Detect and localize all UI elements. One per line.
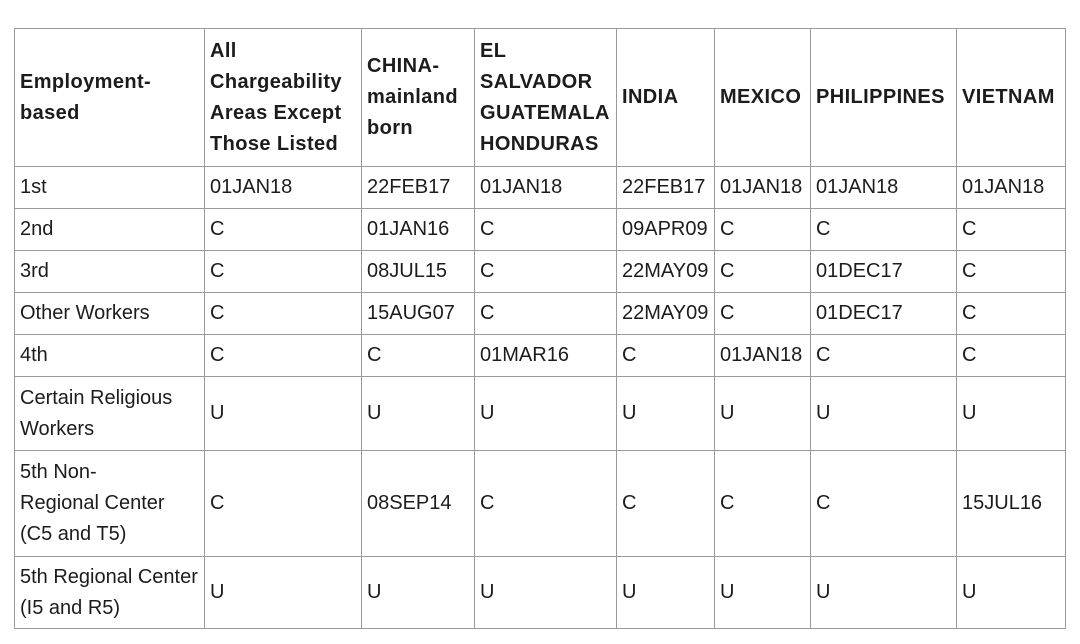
table-cell: 01JAN18 xyxy=(205,167,362,209)
table-row xyxy=(15,557,1066,629)
table-cell: 09APR09 xyxy=(617,209,715,251)
table-cell: U xyxy=(957,377,1066,451)
column-header-all-chargeability: All Chargeability Areas Except Those Listed xyxy=(205,29,362,167)
table-cell: C xyxy=(475,209,617,251)
table-row xyxy=(15,167,1066,209)
row-label: 5th Regional Center (I5 and R5) xyxy=(15,557,205,629)
table-cell: C xyxy=(475,293,617,335)
table-cell: 01JAN18 xyxy=(715,167,811,209)
column-header-philippines: PHILIPPINES xyxy=(811,29,957,167)
table-cell: U xyxy=(715,557,811,629)
column-header-mexico: MEXICO xyxy=(715,29,811,167)
table-cell: C xyxy=(957,335,1066,377)
table-cell: U xyxy=(957,557,1066,629)
table-row xyxy=(15,209,1066,251)
table-cell: C xyxy=(811,451,957,557)
table-cell: U xyxy=(205,557,362,629)
table-cell: C xyxy=(811,209,957,251)
table-cell: C xyxy=(205,251,362,293)
visa-bulletin-table xyxy=(14,28,1066,629)
table-cell: 22FEB17 xyxy=(617,167,715,209)
table-row xyxy=(15,335,1066,377)
table-cell: C xyxy=(205,451,362,557)
table-row xyxy=(15,377,1066,451)
table-row xyxy=(15,293,1066,335)
row-label: 2nd xyxy=(15,209,205,251)
table-cell: 01DEC17 xyxy=(811,293,957,335)
table-cell: C xyxy=(475,251,617,293)
table-cell: C xyxy=(205,293,362,335)
table-header-row xyxy=(15,29,1066,167)
table-cell: C xyxy=(715,293,811,335)
column-header-india: INDIA xyxy=(617,29,715,167)
table-cell: U xyxy=(475,377,617,451)
table-cell: U xyxy=(811,377,957,451)
row-label: 3rd xyxy=(15,251,205,293)
table-cell: C xyxy=(475,451,617,557)
table-row xyxy=(15,251,1066,293)
table-cell: 08JUL15 xyxy=(362,251,475,293)
table-cell: 01DEC17 xyxy=(811,251,957,293)
truncated-text-above xyxy=(0,0,1080,8)
column-header-china: CHINA- mainland born xyxy=(362,29,475,167)
table-cell: 01MAR16 xyxy=(475,335,617,377)
table-cell: 15AUG07 xyxy=(362,293,475,335)
table-cell: C xyxy=(715,251,811,293)
column-header-vietnam: VIETNAM xyxy=(957,29,1066,167)
table-cell: U xyxy=(362,377,475,451)
table-cell: 01JAN16 xyxy=(362,209,475,251)
table-cell: C xyxy=(957,209,1066,251)
table-cell: U xyxy=(362,557,475,629)
table-cell: 15JUL16 xyxy=(957,451,1066,557)
table-cell: C xyxy=(205,335,362,377)
table-cell: 01JAN18 xyxy=(715,335,811,377)
table-cell: C xyxy=(957,251,1066,293)
table-cell: C xyxy=(617,335,715,377)
table-cell: 01JAN18 xyxy=(811,167,957,209)
table-cell: U xyxy=(715,377,811,451)
table-cell: U xyxy=(475,557,617,629)
row-label: 5th Non- Regional Center (C5 and T5) xyxy=(15,451,205,557)
table-cell: C xyxy=(205,209,362,251)
table-cell: C xyxy=(715,451,811,557)
table-cell: 22MAY09 xyxy=(617,251,715,293)
row-label: 4th xyxy=(15,335,205,377)
column-header-employment-based: Employment- based xyxy=(15,29,205,167)
table-cell: 22FEB17 xyxy=(362,167,475,209)
table-cell: C xyxy=(617,451,715,557)
column-header-el-salvador-guatemala-honduras: EL SALVADOR GUATEMALA HONDURAS xyxy=(475,29,617,167)
table-cell: C xyxy=(957,293,1066,335)
row-label: Certain Religious Workers xyxy=(15,377,205,451)
table-cell: 01JAN18 xyxy=(957,167,1066,209)
table-cell: C xyxy=(362,335,475,377)
table-cell: U xyxy=(617,377,715,451)
table-cell: U xyxy=(205,377,362,451)
table-cell: 08SEP14 xyxy=(362,451,475,557)
table-cell: 01JAN18 xyxy=(475,167,617,209)
table-row xyxy=(15,451,1066,557)
table-cell: U xyxy=(811,557,957,629)
table-cell: C xyxy=(811,335,957,377)
row-label: 1st xyxy=(15,167,205,209)
table-cell: 22MAY09 xyxy=(617,293,715,335)
table-cell: C xyxy=(715,209,811,251)
row-label: Other Workers xyxy=(15,293,205,335)
table-cell: U xyxy=(617,557,715,629)
